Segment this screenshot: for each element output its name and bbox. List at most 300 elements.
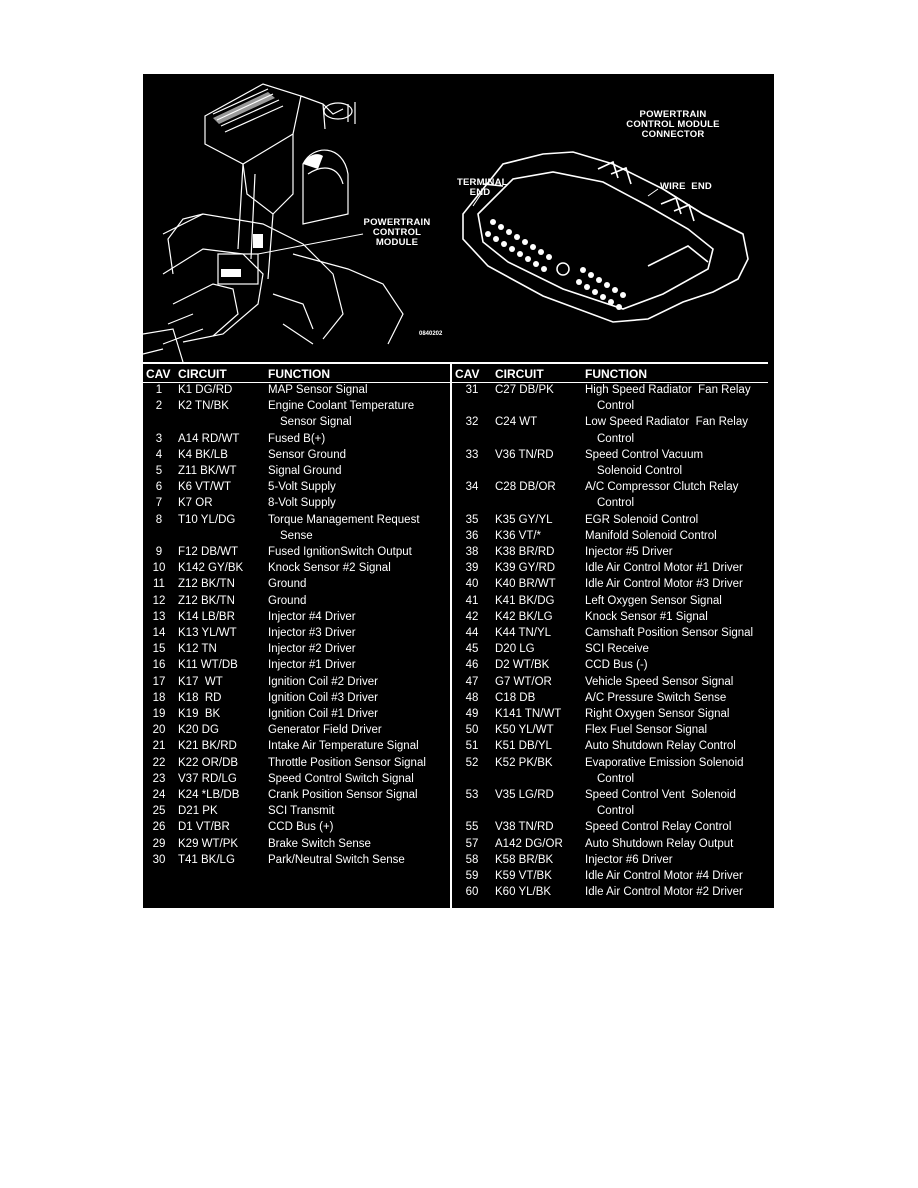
function-cell bbox=[582, 738, 774, 754]
circuit-cell: Z12 BK/TN bbox=[178, 578, 235, 591]
function-line: MAP Sensor Signal bbox=[268, 384, 368, 396]
circuit-cell: C18 DB bbox=[495, 691, 536, 704]
circuit-cell: D1 VT/BR bbox=[178, 821, 230, 834]
pcm-label: POWERTRAIN CONTROL MODULE bbox=[363, 217, 431, 248]
table-row bbox=[143, 657, 449, 673]
function-cell bbox=[265, 674, 449, 690]
table-row bbox=[143, 431, 449, 447]
function-cell bbox=[265, 836, 449, 852]
circuit-cell: K11 WT/DB bbox=[178, 659, 238, 672]
function-cell bbox=[582, 657, 774, 673]
circuit-cell: A142 DG/OR bbox=[495, 837, 563, 850]
circuit-cell: K2 TN/BK bbox=[178, 400, 229, 413]
figure-panel bbox=[143, 74, 774, 908]
circuit-cell: K7 OR bbox=[178, 497, 213, 510]
circuit-cell: K141 TN/WT bbox=[495, 708, 562, 721]
circuit-cell: F12 DB/WT bbox=[178, 546, 239, 559]
table-row bbox=[452, 479, 774, 511]
function-line: Ignition Coil #1 Driver bbox=[268, 708, 378, 721]
terminal-end-label: TERMINAL END bbox=[457, 177, 508, 198]
circuit-cell: D21 PK bbox=[178, 805, 218, 818]
function-cell bbox=[265, 787, 449, 803]
cav-cell: 48 bbox=[465, 691, 479, 704]
function-cell bbox=[582, 884, 774, 900]
cav-header: CAV bbox=[455, 367, 480, 381]
table-row bbox=[452, 657, 774, 673]
circuit-cell: D2 WT/BK bbox=[495, 659, 550, 672]
function-cell bbox=[265, 690, 449, 706]
function-continuation: Solenoid Control bbox=[597, 465, 683, 478]
engine-bay-shading bbox=[213, 92, 323, 277]
table-row bbox=[452, 560, 774, 576]
function-cell bbox=[265, 884, 449, 900]
cav-cell: 35 bbox=[465, 513, 479, 526]
cav-cell: 9 bbox=[155, 546, 163, 559]
function-cell bbox=[265, 868, 449, 884]
function-line: Left Oxygen Sensor Signal bbox=[585, 594, 722, 607]
table-row bbox=[143, 690, 449, 706]
table-row bbox=[452, 414, 774, 446]
function-cell bbox=[582, 641, 774, 657]
wire-end-label: WIRE END bbox=[660, 181, 712, 192]
table-row bbox=[143, 447, 449, 463]
circuit-cell: K52 PK/BK bbox=[495, 756, 553, 769]
function-line: Auto Shutdown Relay Output bbox=[585, 837, 734, 850]
table-row bbox=[452, 447, 774, 479]
function-cell bbox=[265, 803, 449, 819]
function-cell bbox=[265, 431, 449, 447]
function-cell bbox=[265, 560, 449, 576]
function-cell bbox=[582, 593, 774, 609]
table-row bbox=[452, 755, 774, 787]
function-line: High Speed Radiator Fan Relay bbox=[585, 384, 751, 396]
circuit-cell: G7 WT/OR bbox=[495, 675, 552, 688]
table-row bbox=[452, 852, 774, 868]
table-row bbox=[143, 868, 449, 884]
circuit-cell: K60 YL/BK bbox=[495, 886, 552, 899]
function-line: Signal Ground bbox=[268, 465, 342, 478]
cav-cell: 11 bbox=[153, 578, 165, 591]
table-row bbox=[452, 544, 774, 560]
cav-cell: 34 bbox=[465, 481, 479, 494]
circuit-cell: V35 LG/RD bbox=[495, 789, 554, 802]
circuit-cell: V37 RD/LG bbox=[178, 772, 237, 785]
table-row bbox=[452, 868, 774, 884]
cav-cell: 60 bbox=[465, 886, 479, 899]
circuit-cell: K14 LB/BR bbox=[178, 610, 235, 623]
function-cell bbox=[582, 382, 774, 414]
cav-cell: 21 bbox=[152, 740, 166, 753]
function-cell bbox=[582, 787, 774, 819]
cav-cell: 42 bbox=[465, 610, 479, 623]
function-cell bbox=[582, 528, 774, 544]
function-line: CCD Bus (-) bbox=[585, 659, 648, 672]
circuit-cell: K13 YL/WT bbox=[178, 627, 237, 640]
table-row bbox=[143, 609, 449, 625]
function-cell bbox=[265, 593, 449, 609]
function-cell bbox=[265, 706, 449, 722]
table-row bbox=[143, 674, 449, 690]
table-row bbox=[143, 398, 449, 430]
connector-title: POWERTRAIN CONTROL MODULE CONNECTOR bbox=[626, 109, 720, 140]
table-row bbox=[452, 690, 774, 706]
table-row bbox=[143, 495, 449, 511]
circuit-cell: K6 VT/WT bbox=[178, 481, 232, 494]
table-row bbox=[143, 706, 449, 722]
table-row bbox=[143, 755, 449, 771]
function-line: Vehicle Speed Sensor Signal bbox=[585, 675, 734, 688]
cav-cell: 41 bbox=[465, 594, 479, 607]
circuit-header: CIRCUIT bbox=[178, 367, 227, 381]
table-row bbox=[452, 609, 774, 625]
circuit-cell: K18 RD bbox=[178, 691, 222, 704]
connector-pins bbox=[485, 219, 626, 310]
function-cell bbox=[582, 414, 774, 446]
function-continuation: Sense bbox=[280, 529, 313, 542]
circuit-cell: K44 TN/YL bbox=[495, 627, 552, 640]
circuit-cell: T41 BK/LG bbox=[178, 853, 235, 866]
cav-cell: 44 bbox=[465, 627, 479, 640]
function-line: Crank Position Sensor Signal bbox=[268, 789, 418, 802]
cav-cell: 47 bbox=[465, 675, 479, 688]
cav-cell: 51 bbox=[465, 740, 479, 753]
pin-table-right bbox=[452, 366, 774, 901]
table-row bbox=[452, 819, 774, 835]
function-cell bbox=[582, 447, 774, 479]
function-cell bbox=[265, 641, 449, 657]
circuit-cell: K35 GY/YL bbox=[495, 513, 553, 526]
function-line: Ground bbox=[268, 594, 307, 607]
table-row bbox=[143, 738, 449, 754]
circuit-cell: K36 VT/* bbox=[495, 529, 542, 542]
function-cell bbox=[582, 576, 774, 592]
circuit-cell: K42 BK/LG bbox=[495, 610, 553, 623]
circuit-cell: K12 TN bbox=[178, 643, 217, 656]
function-cell bbox=[265, 382, 449, 398]
cav-cell: 22 bbox=[152, 756, 166, 769]
function-line: Low Speed Radiator Fan Relay bbox=[585, 416, 749, 429]
function-line: Injector #2 Driver bbox=[268, 643, 356, 656]
figure-code: 0840202 bbox=[419, 331, 443, 337]
cav-cell: 46 bbox=[465, 659, 479, 672]
circuit-cell: V36 TN/RD bbox=[495, 448, 554, 461]
cav-cell: 12 bbox=[152, 594, 166, 607]
cav-cell: 13 bbox=[152, 610, 166, 623]
function-header: FUNCTION bbox=[268, 367, 330, 381]
function-cell bbox=[582, 836, 774, 852]
cav-cell: 49 bbox=[465, 708, 479, 721]
function-line: Idle Air Control Motor #4 Driver bbox=[585, 870, 743, 883]
function-line: Speed Control Relay Control bbox=[585, 821, 732, 834]
table-row bbox=[143, 803, 449, 819]
table-row bbox=[143, 593, 449, 609]
circuit-header: CIRCUIT bbox=[495, 367, 544, 381]
table-row bbox=[452, 706, 774, 722]
cav-header: CAV bbox=[146, 367, 171, 381]
function-line: Sensor Ground bbox=[268, 448, 346, 461]
function-line: Flex Fuel Sensor Signal bbox=[585, 724, 708, 737]
function-cell bbox=[582, 819, 774, 835]
function-cell bbox=[582, 706, 774, 722]
circuit-cell: K38 BR/RD bbox=[495, 546, 555, 559]
function-line: Ground bbox=[268, 578, 307, 591]
cav-cell: 58 bbox=[465, 853, 479, 866]
function-continuation: Control bbox=[597, 805, 635, 818]
cav-cell: 38 bbox=[465, 546, 479, 559]
function-line: Knock Sensor #2 Signal bbox=[268, 562, 391, 575]
circuit-cell: V38 TN/RD bbox=[495, 821, 554, 834]
table-row bbox=[452, 512, 774, 528]
circuit-cell bbox=[175, 884, 265, 900]
table-row bbox=[452, 593, 774, 609]
table-row bbox=[143, 836, 449, 852]
circuit-cell: K21 BK/RD bbox=[178, 740, 237, 753]
wire-end-leader bbox=[648, 189, 658, 196]
function-line: SCI Receive bbox=[585, 643, 649, 656]
table-header-row bbox=[143, 366, 449, 382]
cav-cell: 57 bbox=[465, 837, 479, 850]
function-line: Idle Air Control Motor #1 Driver bbox=[585, 562, 743, 575]
function-line: Park/Neutral Switch Sense bbox=[268, 853, 405, 866]
table-row bbox=[143, 819, 449, 835]
cav-cell: 55 bbox=[465, 821, 479, 834]
cav-cell: 7 bbox=[155, 497, 163, 510]
function-line: Intake Air Temperature Signal bbox=[268, 740, 419, 753]
circuit-cell: C24 WT bbox=[495, 416, 538, 429]
cav-cell: 36 bbox=[465, 529, 479, 542]
cav-cell: 10 bbox=[152, 562, 166, 575]
function-continuation: Control bbox=[597, 497, 635, 510]
circuit-cell: K20 DG bbox=[178, 724, 219, 737]
circuit-cell: D20 LG bbox=[495, 643, 535, 656]
table-row bbox=[143, 512, 449, 544]
function-cell bbox=[582, 852, 774, 868]
circuit-cell: A14 RD/WT bbox=[178, 432, 240, 445]
function-cell bbox=[582, 868, 774, 884]
cav-cell: 16 bbox=[152, 659, 166, 672]
cav-cell: 3 bbox=[155, 432, 163, 445]
table-top-rule bbox=[143, 362, 768, 364]
circuit-cell: K51 DB/YL bbox=[495, 740, 552, 753]
cav-cell: 32 bbox=[465, 416, 479, 429]
table-row bbox=[143, 771, 449, 787]
cav-cell: 19 bbox=[152, 708, 166, 721]
cav-cell: 23 bbox=[152, 772, 166, 785]
cav-cell: 50 bbox=[465, 724, 479, 737]
function-continuation: Sensor Signal bbox=[280, 416, 352, 429]
cav-cell: 25 bbox=[152, 805, 166, 818]
cav-cell bbox=[143, 884, 175, 900]
function-line: Generator Field Driver bbox=[268, 724, 382, 737]
table-row bbox=[143, 382, 449, 398]
function-cell bbox=[265, 479, 449, 495]
function-cell bbox=[265, 609, 449, 625]
table-row bbox=[452, 576, 774, 592]
function-cell bbox=[265, 819, 449, 835]
cav-cell: 52 bbox=[465, 756, 479, 769]
circuit-cell: K58 BR/BK bbox=[495, 853, 554, 866]
cav-cell: 40 bbox=[465, 578, 479, 591]
function-line: Evaporative Emission Solenoid bbox=[585, 756, 744, 769]
function-cell bbox=[582, 755, 774, 787]
function-line: Ignition Coil #3 Driver bbox=[268, 691, 378, 704]
function-continuation: Control bbox=[597, 400, 635, 413]
cav-cell: 45 bbox=[465, 643, 479, 656]
cav-cell: 24 bbox=[152, 789, 166, 802]
cav-cell: 33 bbox=[465, 448, 479, 461]
circuit-cell: C27 DB/PK bbox=[495, 384, 554, 396]
cav-cell: 15 bbox=[152, 643, 166, 656]
function-line: Auto Shutdown Relay Control bbox=[585, 740, 736, 753]
function-line: Speed Control Vent Solenoid bbox=[585, 789, 736, 802]
function-cell bbox=[265, 495, 449, 511]
cav-cell: 39 bbox=[465, 562, 479, 575]
table-row bbox=[143, 576, 449, 592]
function-line: 8-Volt Supply bbox=[268, 497, 336, 510]
function-line: 5-Volt Supply bbox=[268, 481, 336, 494]
function-line: Injector #6 Driver bbox=[585, 853, 673, 866]
table-row bbox=[143, 787, 449, 803]
cav-cell: 26 bbox=[152, 821, 166, 834]
table-row bbox=[452, 674, 774, 690]
cav-cell: 59 bbox=[465, 870, 479, 883]
function-line: Torque Management Request bbox=[268, 513, 420, 526]
cav-cell: 1 bbox=[155, 384, 163, 396]
function-line: Brake Switch Sense bbox=[268, 837, 371, 850]
function-cell bbox=[582, 512, 774, 528]
function-line: A/C Pressure Switch Sense bbox=[585, 691, 727, 704]
circuit-cell bbox=[175, 868, 265, 884]
pin-table-left bbox=[143, 366, 449, 900]
cav-cell: 8 bbox=[155, 513, 163, 526]
circuit-cell: K39 GY/RD bbox=[495, 562, 556, 575]
circuit-cell: K29 WT/PK bbox=[178, 837, 239, 850]
function-line: Speed Control Vacuum bbox=[585, 448, 704, 461]
function-line: Injector #1 Driver bbox=[268, 659, 356, 672]
circuit-cell: K4 BK/LB bbox=[178, 448, 228, 461]
connector-key bbox=[557, 263, 569, 275]
circuit-cell: K24 *LB/DB bbox=[178, 789, 240, 802]
function-line: Engine Coolant Temperature bbox=[268, 400, 415, 413]
function-line: Throttle Position Sensor Signal bbox=[268, 756, 426, 769]
table-row bbox=[452, 836, 774, 852]
function-line: A/C Compressor Clutch Relay bbox=[585, 481, 739, 494]
function-cell bbox=[582, 722, 774, 738]
cav-cell: 14 bbox=[152, 627, 166, 640]
function-cell bbox=[265, 512, 449, 544]
table-row bbox=[452, 738, 774, 754]
table-row bbox=[452, 787, 774, 819]
circuit-cell: K50 YL/WT bbox=[495, 724, 554, 737]
function-cell bbox=[265, 398, 449, 430]
table-row bbox=[143, 463, 449, 479]
function-cell bbox=[265, 625, 449, 641]
function-line: Injector #4 Driver bbox=[268, 610, 356, 623]
function-line: Idle Air Control Motor #2 Driver bbox=[585, 886, 743, 899]
circuit-cell: C28 DB/OR bbox=[495, 481, 556, 494]
circuit-cell: K59 VT/BK bbox=[495, 870, 552, 883]
function-line: EGR Solenoid Control bbox=[585, 513, 699, 526]
function-line: SCI Transmit bbox=[268, 805, 335, 818]
circuit-cell: K17 WT bbox=[178, 675, 223, 688]
circuit-cell: K1 DG/RD bbox=[178, 384, 233, 396]
cav-cell: 20 bbox=[152, 724, 166, 737]
table-row bbox=[143, 852, 449, 868]
table-row bbox=[143, 625, 449, 641]
function-line: Idle Air Control Motor #3 Driver bbox=[585, 578, 743, 591]
cav-cell: 53 bbox=[465, 789, 479, 802]
function-cell bbox=[582, 560, 774, 576]
function-line: Camshaft Position Sensor Signal bbox=[585, 627, 754, 640]
table-row bbox=[143, 641, 449, 657]
table-row bbox=[143, 722, 449, 738]
function-cell bbox=[582, 690, 774, 706]
function-cell bbox=[265, 722, 449, 738]
circuit-cell: K19 BK bbox=[178, 708, 221, 721]
function-line: Fused IgnitionSwitch Output bbox=[268, 546, 412, 559]
function-continuation: Control bbox=[597, 772, 635, 785]
circuit-cell: K41 BK/DG bbox=[495, 594, 555, 607]
table-row bbox=[452, 884, 774, 900]
table-row bbox=[143, 884, 449, 900]
table-row bbox=[143, 544, 449, 560]
cav-cell: 18 bbox=[152, 691, 166, 704]
function-line: Ignition Coil #2 Driver bbox=[268, 675, 378, 688]
circuit-cell: Z11 BK/WT bbox=[178, 465, 237, 478]
cav-cell: 29 bbox=[152, 837, 166, 850]
function-cell bbox=[582, 674, 774, 690]
function-cell bbox=[582, 479, 774, 511]
function-cell bbox=[265, 447, 449, 463]
function-header: FUNCTION bbox=[585, 367, 647, 381]
function-line: Speed Control Switch Signal bbox=[268, 772, 414, 785]
cav-cell: 6 bbox=[155, 481, 163, 494]
function-line: Manifold Solenoid Control bbox=[585, 529, 717, 542]
cav-cell: 17 bbox=[152, 675, 166, 688]
function-cell bbox=[265, 771, 449, 787]
function-cell bbox=[265, 463, 449, 479]
function-cell bbox=[265, 738, 449, 754]
cav-cell bbox=[143, 868, 175, 884]
function-line: Injector #3 Driver bbox=[268, 627, 356, 640]
table-row bbox=[452, 625, 774, 641]
circuit-cell: T10 YL/DG bbox=[178, 513, 236, 526]
cav-cell: 5 bbox=[155, 465, 163, 478]
function-line: Right Oxygen Sensor Signal bbox=[585, 708, 730, 721]
circuit-cell: K40 BR/WT bbox=[495, 578, 556, 591]
circuit-cell: K22 OR/DB bbox=[178, 756, 239, 769]
cav-cell: 31 bbox=[465, 384, 479, 396]
cav-cell: 30 bbox=[152, 853, 166, 866]
table-header-row bbox=[452, 366, 774, 382]
table-row bbox=[452, 722, 774, 738]
function-cell bbox=[265, 852, 449, 868]
table-row bbox=[452, 382, 774, 414]
function-cell bbox=[265, 576, 449, 592]
cav-cell: 2 bbox=[155, 400, 163, 413]
function-line: Fused B(+) bbox=[268, 432, 326, 445]
function-cell bbox=[582, 544, 774, 560]
function-cell bbox=[265, 657, 449, 673]
function-cell bbox=[265, 544, 449, 560]
function-line: Knock Sensor #1 Signal bbox=[585, 610, 708, 623]
function-continuation: Control bbox=[597, 432, 635, 445]
function-line: CCD Bus (+) bbox=[268, 821, 334, 834]
circuit-cell: K142 GY/BK bbox=[178, 562, 244, 575]
cav-cell: 4 bbox=[155, 448, 163, 461]
function-cell bbox=[265, 755, 449, 771]
function-line: Injector #5 Driver bbox=[585, 546, 673, 559]
